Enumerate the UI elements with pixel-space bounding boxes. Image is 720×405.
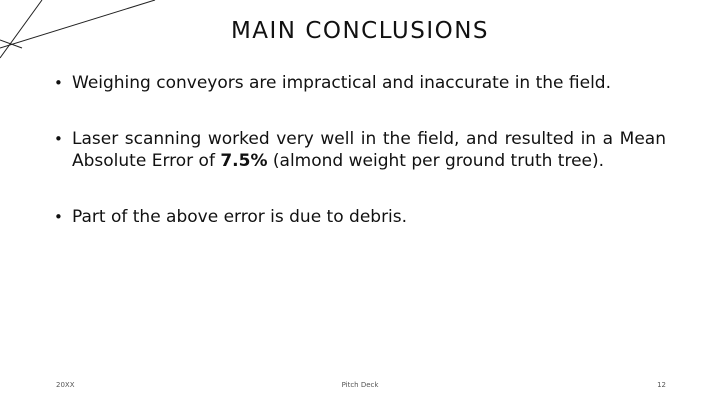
bullet-text: Laser scanning worked very well in the field, and resulted in a Mean Absolute Error of [72,129,666,171]
bullet-list [54,70,666,228]
bullet-text: Weighing conveyors are impractical and inaccurate in the field. [72,73,612,93]
bullet-dot: • [54,74,63,92]
footer-page-number: 12 [657,381,666,389]
bullet-dot: • [54,208,63,226]
bullet-item [54,128,666,172]
slide-title: MAIN CONCLUSIONS [230,18,490,44]
bullet-text: Part of the above error is due to debris. [72,207,408,227]
bullet-item [54,206,666,228]
footer-date: 20XX [56,381,75,389]
bullet-item [54,72,666,94]
bullet-dot: • [54,130,63,148]
bullet-text-after: (almond weight per ground truth tree). [267,151,605,171]
footer-title: Pitch Deck [341,381,379,389]
bullet-highlight: 7.5% [220,151,268,171]
